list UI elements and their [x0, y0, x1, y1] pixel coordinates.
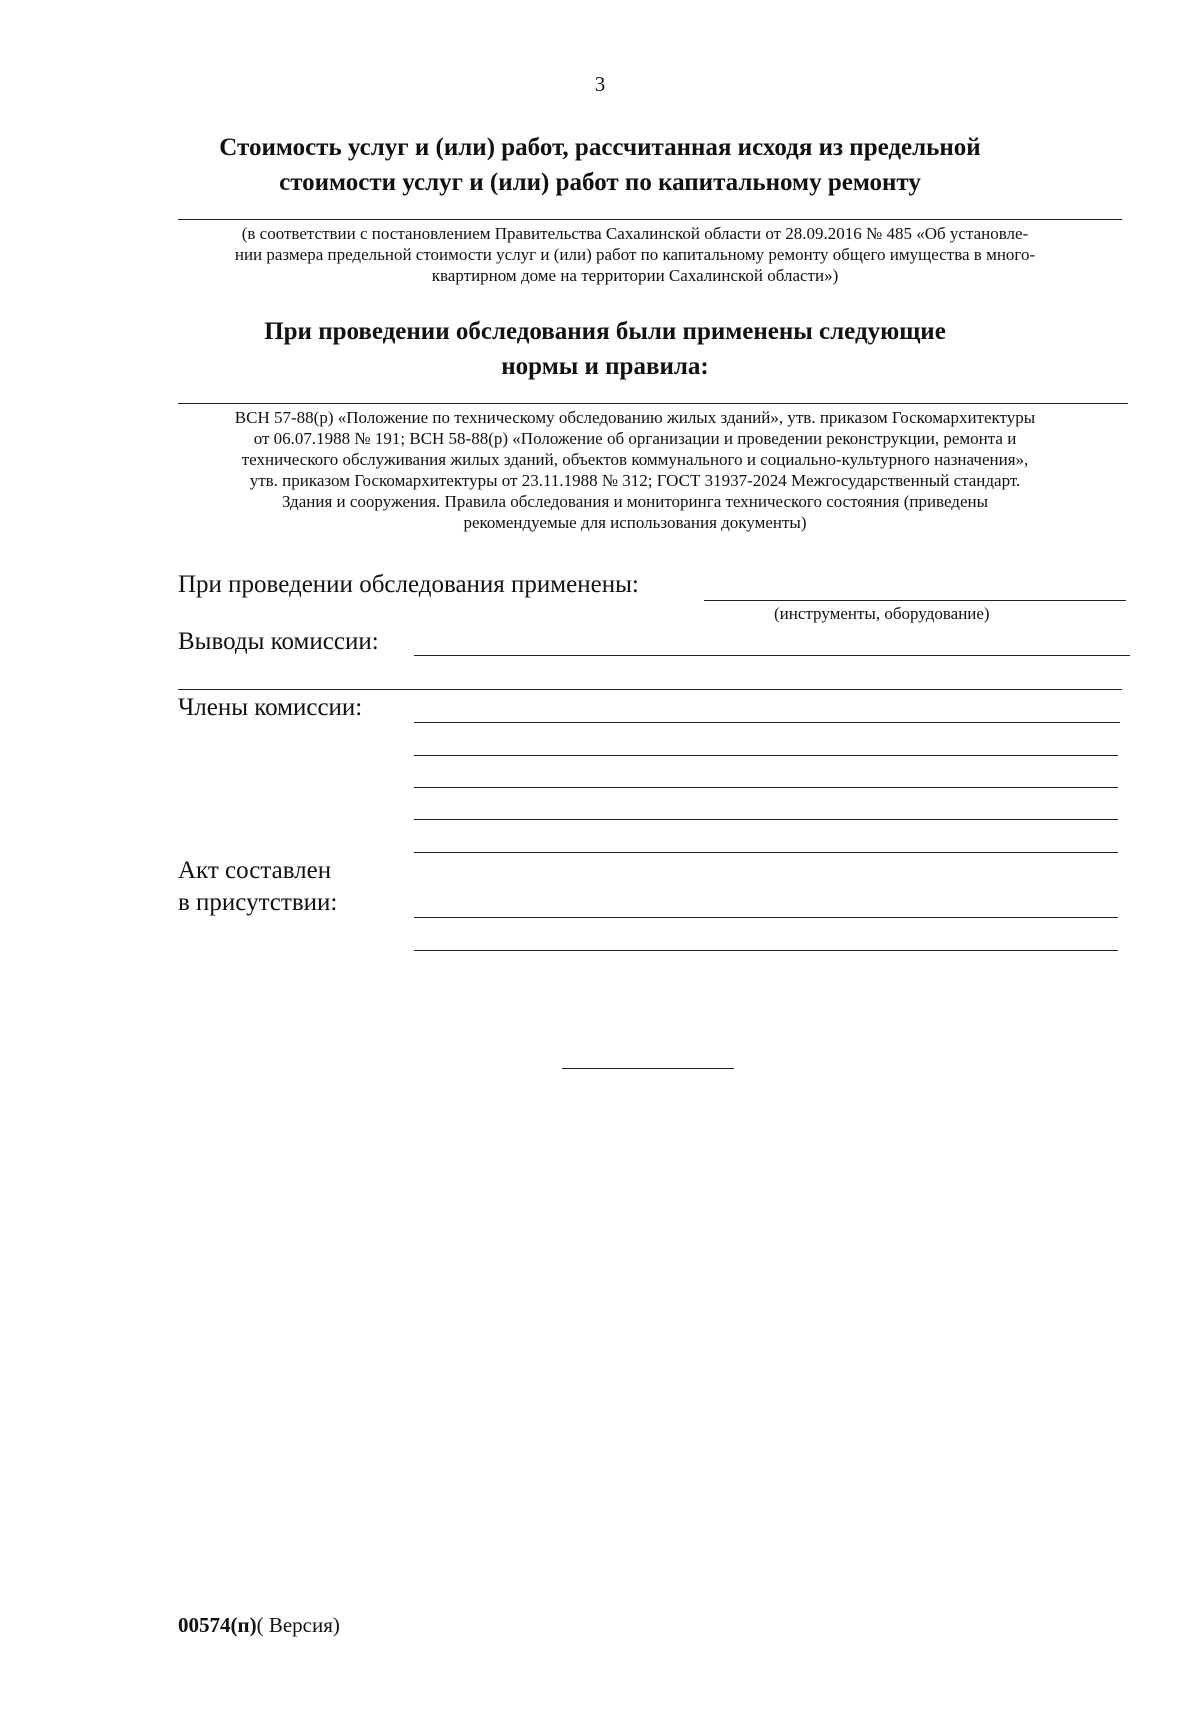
cost-title	[150, 130, 1050, 200]
cost-title-line-2: стоимости услуг и (или) работ по капитальному ремонту	[279, 169, 921, 196]
instruments-label: При проведении обследования применены:	[178, 571, 639, 598]
cost-fill-line	[178, 219, 1122, 220]
norms-text-line-2: от 06.07.1988 № 191; ВСН 58-88(р) «Положение об организации и проведении реконструкции, ремонта и	[253, 429, 1017, 448]
instruments-caption: (инструменты, оборудование)	[774, 604, 990, 623]
end-separator	[562, 1068, 734, 1069]
cost-title-line-1: Стоимость услуг и (или) работ, рассчитанная исходя из предельной	[219, 134, 981, 161]
presence-field-2[interactable]	[414, 950, 1118, 951]
presence-label-line-2: в присутствии:	[178, 889, 338, 916]
norms-fill-line	[178, 403, 1128, 404]
members-field-1[interactable]	[414, 722, 1120, 723]
instruments-field[interactable]	[704, 600, 1126, 601]
presence-label	[178, 856, 337, 918]
norms-text-line-4: утв. приказом Госкомархитектуры от 23.11.1988 № 312; ГОСТ 31937-2024 Межгосударственный стандарт.	[249, 471, 1021, 490]
footer-code: 00574(п)	[178, 1613, 257, 1637]
members-field-5[interactable]	[414, 852, 1118, 853]
conclusions-label: Выводы комиссии:	[178, 628, 379, 655]
conclusions-field-1[interactable]	[414, 655, 1130, 656]
presence-label-line-1: Акт составлен	[178, 857, 332, 884]
members-field-2[interactable]	[414, 755, 1118, 756]
cost-note	[170, 223, 1100, 286]
norms-text-line-5: Здания и сооружения. Правила обследования и мониторинга технического состояния (приведены	[281, 492, 989, 511]
presence-field-1[interactable]	[414, 917, 1118, 918]
page-number: 3	[594, 72, 606, 96]
cost-note-line-1: (в соответствии с постановлением Правительства Сахалинской области от 28.09.2016 № 485 «Об установле-	[241, 224, 1029, 243]
norms-text-line-3: технического обслуживания жилых зданий, объектов коммунального и социально-культурного назначения»,	[241, 450, 1029, 469]
footer	[178, 1612, 340, 1638]
norms-heading-line-1: При проведении обследования были применены следующие	[264, 318, 946, 345]
members-field-4[interactable]	[414, 819, 1118, 820]
norms-text	[170, 407, 1100, 533]
norms-heading	[150, 314, 1060, 384]
cost-note-line-3: квартирном доме на территории Сахалинской области»)	[431, 266, 839, 285]
conclusions-field-2[interactable]	[178, 689, 1122, 690]
members-label: Члены комиссии:	[178, 694, 363, 721]
footer-version: ( Версия)	[256, 1613, 340, 1637]
norms-text-line-1: ВСН 57-88(р) «Положение по техническому обследованию жилых зданий», утв. приказом Госкомархитектуры	[234, 408, 1036, 427]
norms-text-line-6: рекомендуемые для использования документы)	[463, 513, 807, 532]
norms-heading-line-2: нормы и правила:	[501, 353, 709, 380]
members-field-3[interactable]	[414, 787, 1118, 788]
cost-note-line-2: нии размера предельной стоимости услуг и (или) работ по капитальному ремонту общего имущества в много-	[234, 245, 1036, 264]
